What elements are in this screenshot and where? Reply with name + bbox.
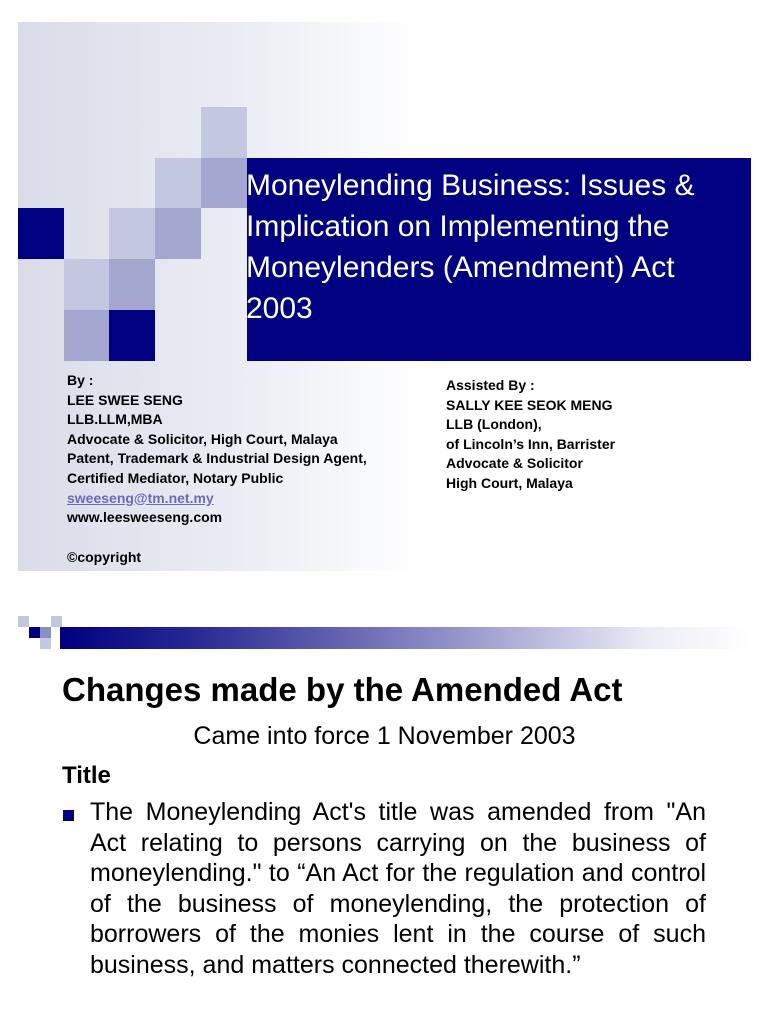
author-role: Patent, Trademark & Industrial Design Agent, [67, 450, 367, 467]
copyright-notice: ©copyright [67, 548, 142, 565]
decor-square [109, 208, 155, 259]
author-role: Certified Mediator, Notary Public [67, 469, 284, 486]
author-website: www.leesweeseng.com [67, 509, 223, 526]
decor-square [64, 310, 109, 361]
assisted-by-label: Assisted By : [446, 377, 535, 393]
decor-square [201, 158, 247, 208]
bullet-text: The Moneylending Act's title was amended from "An Act relating to persons carrying on the business of moneylending." to “An Act for the regulation and control of the business of moneylending, the protection of borrowers of the monies lent in the course of such business, and matters connected therewith.” [90, 798, 706, 979]
assistant-name: SALLY KEE SEOK MENG [446, 396, 613, 413]
decor-square [40, 638, 51, 649]
decor-square [201, 107, 247, 158]
header-gradient-bar [60, 627, 751, 649]
assistant-inn: of Lincoln’s Inn, Barrister [446, 435, 616, 452]
author-email-link[interactable]: sweeseng@tm.net.my [67, 489, 214, 506]
content-slide [18, 612, 751, 1024]
decor-square [155, 158, 201, 208]
assistant-role: High Court, Malaya [446, 474, 573, 491]
decor-square [29, 627, 40, 638]
slide-subheading: Came into force 1 November 2003 [193, 722, 576, 750]
header-decoration [18, 612, 751, 652]
decor-square [155, 208, 201, 259]
decor-square [18, 616, 29, 627]
decor-square [40, 627, 51, 638]
author-role: Advocate & Solicitor, High Court, Malaya [67, 430, 338, 447]
slide-heading: Changes made by the Amended Act [62, 671, 623, 708]
author-name: LEE SWEE SENG [67, 391, 183, 408]
by-label: By : [67, 372, 94, 388]
decor-square [51, 616, 62, 627]
slide-title: Moneylending Business: Issues & Implication on Implementing the Moneylenders (Amendment) Act 2003 [246, 169, 695, 325]
decor-square [64, 259, 109, 310]
author-credits [67, 371, 437, 567]
assistant-role: Advocate & Solicitor [446, 455, 583, 471]
assistant-credits [446, 376, 736, 493]
decor-square [18, 208, 64, 259]
decor-square [109, 310, 155, 361]
author-degrees: LLB.LLM,MBA [67, 411, 163, 428]
assistant-degree: LLB (London), [446, 416, 542, 432]
decor-square [109, 259, 155, 310]
section-title: Title [62, 762, 111, 789]
title-slide [18, 22, 751, 571]
bullet-square-icon [63, 810, 74, 821]
